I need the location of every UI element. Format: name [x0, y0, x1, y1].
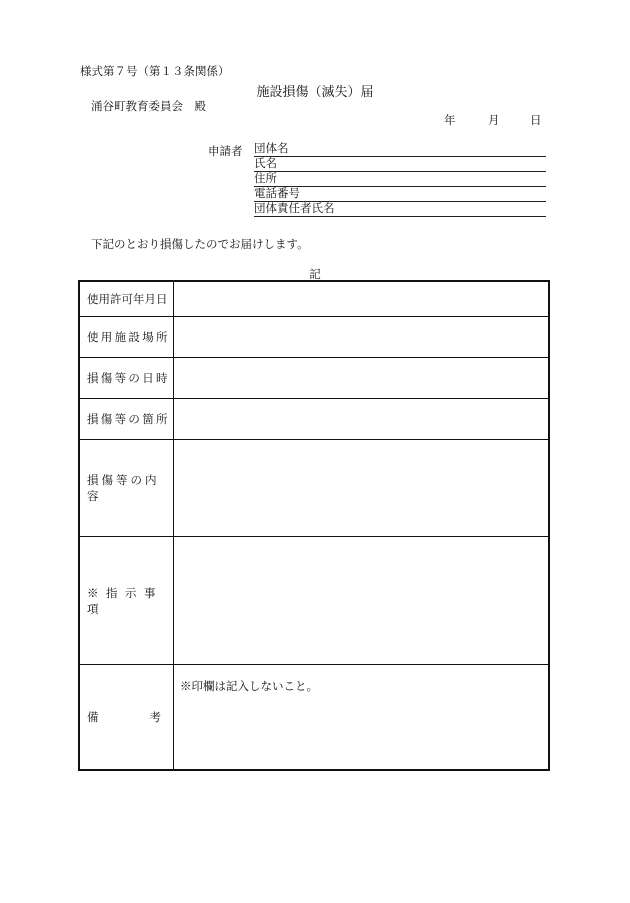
table-row-permit-date [80, 282, 548, 317]
row-value-field[interactable] [174, 358, 548, 398]
date-line [444, 112, 544, 126]
applicant-field-group-name[interactable]: 団体名 [254, 141, 546, 157]
row-value-field[interactable] [174, 537, 548, 664]
addressee: 涌谷町教育委員会 殿 [91, 99, 206, 113]
applicant-field-phone[interactable]: 電話番号 [254, 186, 546, 202]
row-value-field[interactable] [174, 440, 548, 536]
date-year: 年 [444, 113, 456, 127]
row-label [80, 665, 174, 769]
table-row-facility-location [80, 317, 548, 358]
row-value-field[interactable] [174, 282, 548, 316]
document-title: 施設損傷（滅失）届 [256, 85, 374, 100]
applicant-field-name[interactable]: 氏名 [254, 156, 546, 172]
applicant-field-address[interactable]: 住所 [254, 171, 546, 187]
remarks-label-left: 備 [87, 710, 99, 724]
table-row-damage-details [80, 440, 548, 537]
remarks-note[interactable]: ※印欄は記入しないこと。 [180, 679, 318, 693]
remarks-label-right: 考 [149, 710, 161, 724]
table-row-damage-location [80, 399, 548, 440]
row-label: 損傷等の日時 [80, 358, 174, 398]
row-label: 損傷等の内容 [80, 440, 174, 536]
applicant-label: 申請者 [208, 144, 243, 158]
row-value-field[interactable] [174, 317, 548, 357]
form-number: 様式第７号（第１３条関係） [80, 64, 230, 78]
record-table [78, 280, 550, 771]
row-label: ※指示事項 [80, 537, 174, 664]
ki-heading: 記 [309, 267, 321, 281]
row-label: 使用施設場所 [80, 317, 174, 357]
date-day: 日 [530, 113, 542, 127]
table-row-remarks [80, 665, 548, 769]
row-value-field[interactable] [174, 399, 548, 439]
table-row-instructions [80, 537, 548, 665]
notice-text: 下記のとおり損傷したのでお届けします。 [91, 237, 309, 251]
row-label: 損傷等の箇所 [80, 399, 174, 439]
row-label: 使用許可年月日 [80, 282, 174, 316]
table-row-damage-datetime [80, 358, 548, 399]
date-month: 月 [488, 113, 500, 127]
applicant-field-representative[interactable]: 団体責任者氏名 [254, 201, 546, 217]
